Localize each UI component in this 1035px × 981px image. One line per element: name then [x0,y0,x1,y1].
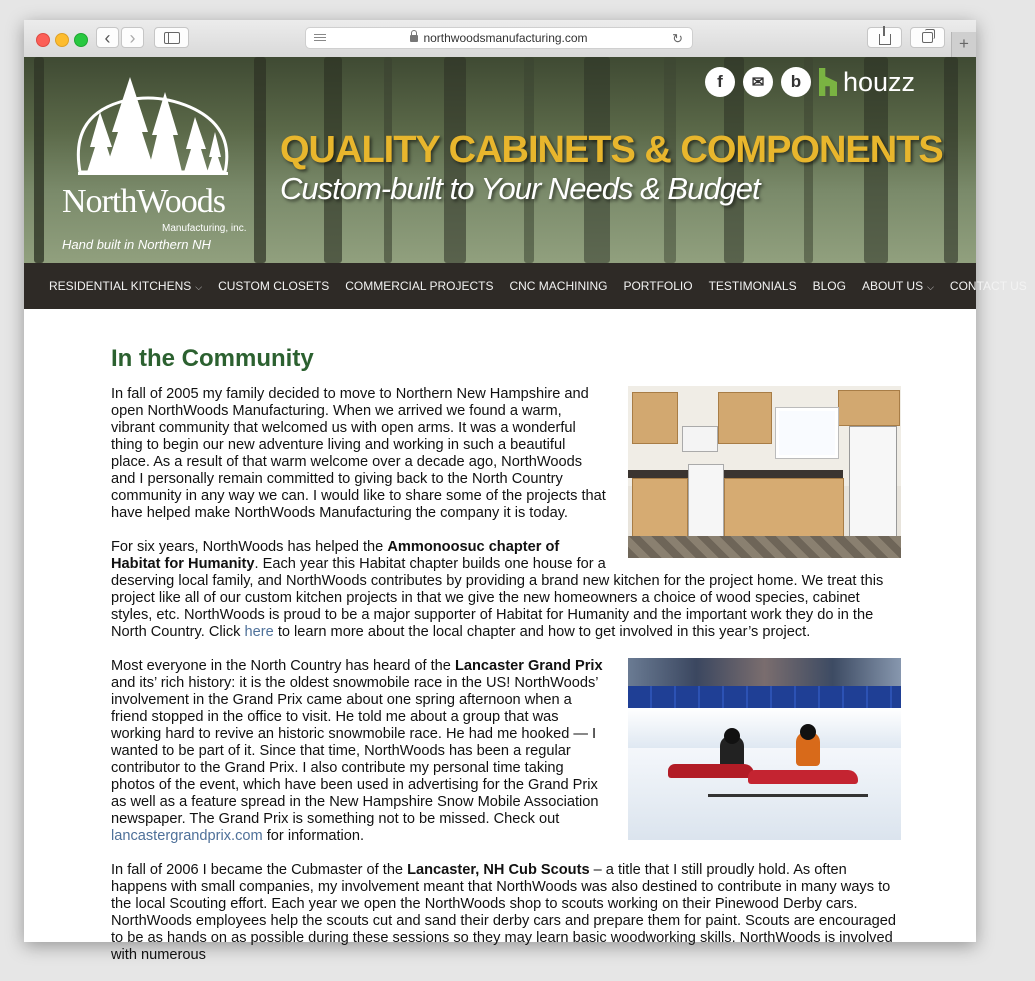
minimize-window-button[interactable] [55,33,69,47]
reload-icon[interactable]: ↻ [672,31,683,46]
browser-toolbar [24,20,976,58]
nav-about-us[interactable]: ABOUT US ⌵ [861,279,934,293]
blogger-icon[interactable]: b [781,67,811,97]
back-button[interactable] [96,27,119,48]
paragraph-cub-scouts: In fall of 2006 I became the Cubmaster of the Lancaster, NH Cub Scouts – a title that I still proudly hold. As often happens with small companies, my involvement meant that NorthWoods was also destined to contribute in many ways to the local Scouting effort. Each year we open the NorthWoods shop to scouts working on their Pinewood Derby cars. NorthWoods employees help the scouts cut and sand their derby cars and prepare them for paint. Scouts are encouraged to be as hands on as possible during these sessions so they may learn basic woodworking skills. NorthWoods is involved with numerous [111,862,897,963]
chevron-left-icon: ‹ [104,27,111,48]
logo-subtitle: Manufacturing, inc. [162,223,247,234]
share-button[interactable] [867,27,902,48]
nav-custom-closets[interactable]: CUSTOM CLOSETS [218,279,330,293]
page-title: In the Community [111,345,314,372]
forward-button[interactable] [121,27,144,48]
nav-testimonials[interactable]: TESTIMONIALS [708,279,797,293]
lock-icon [410,35,418,42]
main-nav [24,263,1027,309]
headline: QUALITY CABINETS & COMPONENTS [280,129,943,171]
logo-name: NorthWoods [62,183,225,220]
nav-contact-us[interactable]: CONTACT US [949,279,1027,293]
facebook-icon[interactable]: f [705,67,735,97]
email-icon[interactable]: ✉ [743,67,773,97]
houzz-icon [819,68,837,96]
browser-window [24,20,1027,963]
url-text: northwoodsmanufacturing.com [306,31,692,45]
logo-tagline: Hand built in Northern NH [62,237,211,252]
sidebar-icon [164,32,180,44]
houzz-link[interactable] [819,67,915,97]
subheadline: Custom-built to Your Needs & Budget [280,171,760,206]
address-bar[interactable] [305,27,693,49]
nav-residential-kitchens[interactable]: RESIDENTIAL KITCHENS ⌵ [49,279,203,293]
grand-prix-link[interactable]: lancastergrandprix.com [111,828,263,844]
sidebar-button[interactable] [154,27,189,48]
nav-cnc-machining[interactable]: CNC MACHINING [509,279,608,293]
site-header [24,57,976,263]
nav-blog[interactable]: BLOG [812,279,846,293]
chevron-right-icon: › [129,27,136,48]
share-icon [879,34,891,45]
zoom-window-button[interactable] [74,33,88,47]
kitchen-photo [628,386,901,558]
habitat-here-link[interactable]: here [244,624,274,640]
new-tab-button[interactable]: + [951,32,976,57]
nav-commercial-projects[interactable]: COMMERCIAL PROJECTS [345,279,494,293]
houzz-label: houzz [843,66,916,97]
paragraph-habitat: For six years, NorthWoods has helped the Ammonoosuc chapter of Habitat for Humanity. Each year this Habitat chapter builds one house for a deserving local family, and NorthWoods contributes by providing a brand new kitchen for the project home. We treat this project like all of our custom kitchen projects in that we give the new homeowners a choice of wood species, cabinet styles, etc. NorthWoods is proud to be a major supporter of Habitat for Humanity and the important work they do in the North Country. Click here to learn more about the local chapter and how to get involved in this year’s project. [111,539,884,640]
paragraph-grand-prix: Most everyone in the North Country has heard of the Lancaster Grand Prix and its’ rich history: it is the oldest snowmobile race in the US! NorthWoods’ involvement in the Grand Prix came about one spring afternoon when a friend stopped in the office to visit. He told me about a group that was working hard to revive an historic snowmobile race. He had me hooked — I wanted to be part of it. Since that time, NorthWoods has been a regular contributor to the Grand Prix. I also contribute my personal time taking photos of the event, which have been used in advertising for the Grand Prix as well as a feature spread in the New Hampshire Snow Mobile Association newspaper. The Grand Prix is something not to be missed. Check out lancastergrandprix.com for information. [111,658,603,844]
snowmobile-photo [628,658,901,840]
chevron-down-icon: ⌵ [927,282,934,292]
tabs-overview-button[interactable] [910,27,945,48]
main-content [111,309,901,981]
paragraph-move-north: In fall of 2005 my family decided to move to Northern New Hampshire and open NorthWoods Manufacturing. When we arrived we found a warm, vibrant community that welcomed us with open arms. It was a wonderful thing to begin our new adventure living and working in such a beautiful place. As a result of that warm welcome over a decade ago, NorthWoods and I personally remain committed to giving back to the North Country community in any way we can. I would like to share some of the projects that have helped make NorthWoods Manufacturing the company it is today. [111,386,606,521]
nav-portfolio[interactable]: PORTFOLIO [623,279,693,293]
tabs-icon [922,32,933,43]
chevron-down-icon: ⌵ [195,282,203,292]
close-window-button[interactable] [36,33,50,47]
